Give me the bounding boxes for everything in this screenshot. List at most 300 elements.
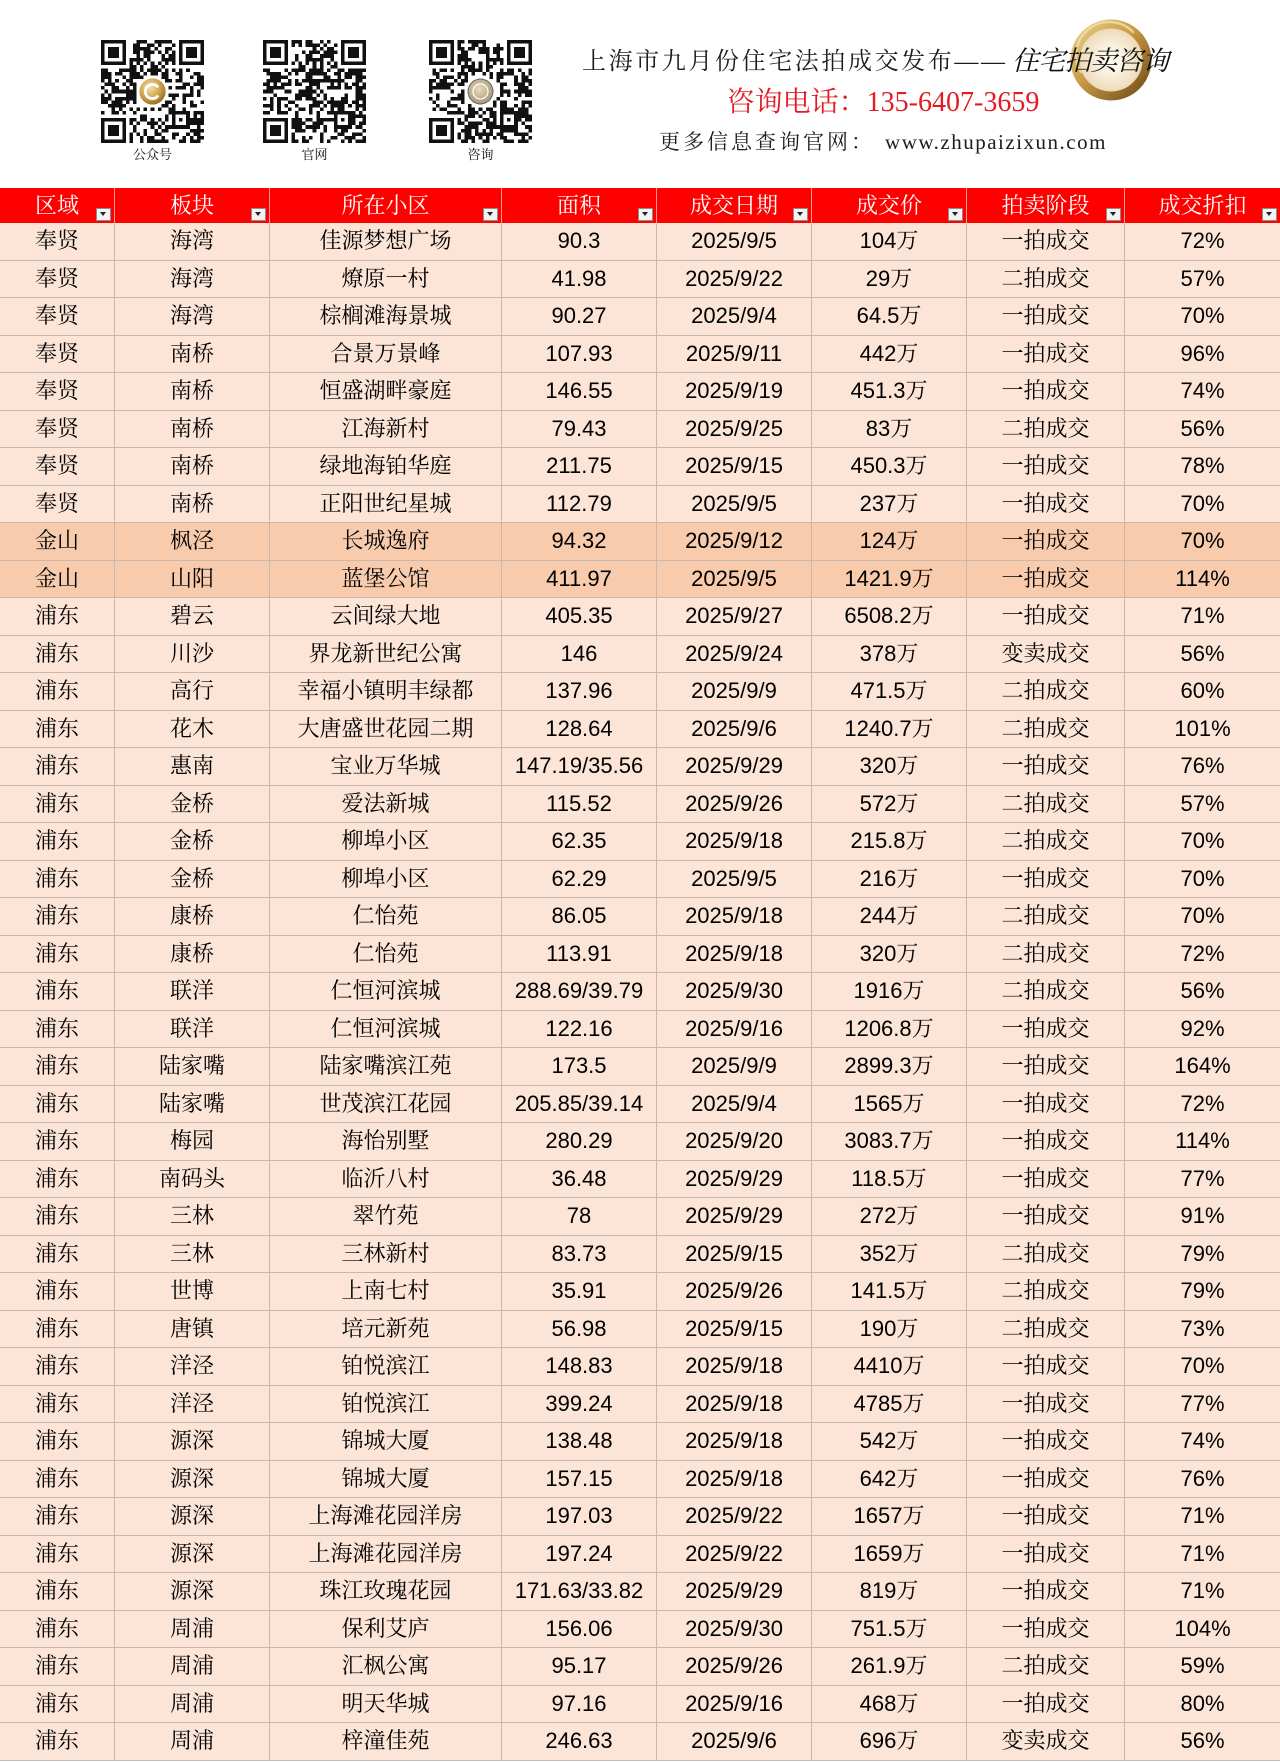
cell-area: 97.16 (502, 1686, 657, 1724)
cell-auction-stage: 一拍成交 (967, 1536, 1125, 1574)
cell-auction-stage: 一拍成交 (967, 1348, 1125, 1386)
qr-code-website (263, 40, 366, 164)
filter-dropdown-button[interactable] (1106, 208, 1121, 221)
cell-price: 1657万 (812, 1498, 967, 1536)
cell-community: 铂悦滨江 (270, 1386, 502, 1424)
cell-district: 浦东 (0, 1123, 115, 1161)
cell-auction-stage: 变卖成交 (967, 1723, 1125, 1761)
cell-date: 2025/9/27 (657, 598, 812, 636)
cell-discount: 70% (1125, 486, 1280, 524)
cell-area: 95.17 (502, 1648, 657, 1686)
cell-sector: 源深 (115, 1423, 270, 1461)
page-header (0, 0, 1280, 188)
cell-area: 122.16 (502, 1011, 657, 1049)
cell-date: 2025/9/11 (657, 336, 812, 374)
emblem-logo-icon (465, 76, 496, 107)
brand-name: 住宅拍卖咨询 (1012, 46, 1168, 77)
cell-discount: 60% (1125, 673, 1280, 711)
website-label: 更多信息查询官网： (659, 130, 876, 154)
cell-price: 6508.2万 (812, 598, 967, 636)
cell-discount: 70% (1125, 861, 1280, 899)
cell-community: 蓝堡公馆 (270, 561, 502, 599)
cell-sector: 陆家嘴 (115, 1086, 270, 1124)
cell-date: 2025/9/15 (657, 1236, 812, 1274)
cell-price: 642万 (812, 1461, 967, 1499)
cell-auction-stage: 二拍成交 (967, 1311, 1125, 1349)
table-row (0, 1423, 1280, 1461)
cell-auction-stage: 二拍成交 (967, 973, 1125, 1011)
header-price (812, 188, 967, 223)
cell-area: 112.79 (502, 486, 657, 524)
cell-discount: 57% (1125, 786, 1280, 824)
cell-area: 211.75 (502, 448, 657, 486)
cell-auction-stage: 一拍成交 (967, 1086, 1125, 1124)
cell-area: 205.85/39.14 (502, 1086, 657, 1124)
cell-area: 107.93 (502, 336, 657, 374)
cell-area: 83.73 (502, 1236, 657, 1274)
cell-district: 浦东 (0, 1686, 115, 1724)
page-title: 上海市九月份住宅法拍成交发布—— (582, 49, 1008, 75)
cell-price: 190万 (812, 1311, 967, 1349)
cell-price: 1916万 (812, 973, 967, 1011)
cell-date: 2025/9/19 (657, 373, 812, 411)
cell-date: 2025/9/25 (657, 411, 812, 449)
cell-area: 147.19/35.56 (502, 748, 657, 786)
table-row (0, 261, 1280, 299)
cell-auction-stage: 二拍成交 (967, 786, 1125, 824)
cell-date: 2025/9/26 (657, 1648, 812, 1686)
cell-sector: 川沙 (115, 636, 270, 674)
cell-price: 1659万 (812, 1536, 967, 1574)
cell-district: 浦东 (0, 823, 115, 861)
cell-area: 113.91 (502, 936, 657, 974)
cell-date: 2025/9/5 (657, 486, 812, 524)
cell-district: 浦东 (0, 1011, 115, 1049)
cell-price: 29万 (812, 261, 967, 299)
cell-auction-stage: 一拍成交 (967, 861, 1125, 899)
cell-price: 1421.9万 (812, 561, 967, 599)
cell-community: 爱法新城 (270, 786, 502, 824)
cell-community: 长城逸府 (270, 523, 502, 561)
cell-discount: 114% (1125, 1123, 1280, 1161)
cell-discount: 70% (1125, 823, 1280, 861)
cell-discount: 72% (1125, 1086, 1280, 1124)
filter-dropdown-button[interactable] (948, 208, 963, 221)
cell-date: 2025/9/29 (657, 1573, 812, 1611)
cell-date: 2025/9/9 (657, 673, 812, 711)
cell-sector: 南桥 (115, 373, 270, 411)
table-row (0, 1573, 1280, 1611)
table-row (0, 373, 1280, 411)
cell-district: 浦东 (0, 1536, 115, 1574)
filter-dropdown-button[interactable] (793, 208, 808, 221)
table-body (0, 223, 1280, 1761)
table-row (0, 973, 1280, 1011)
cell-discount: 70% (1125, 898, 1280, 936)
cell-sector: 周浦 (115, 1723, 270, 1761)
cell-district: 奉贤 (0, 411, 115, 449)
cell-price: 272万 (812, 1198, 967, 1236)
cell-price: 320万 (812, 936, 967, 974)
cell-date: 2025/9/9 (657, 1048, 812, 1086)
cell-area: 246.63 (502, 1723, 657, 1761)
cell-auction-stage: 一拍成交 (967, 598, 1125, 636)
cell-community: 梓潼佳苑 (270, 1723, 502, 1761)
cell-price: 320万 (812, 748, 967, 786)
cell-price: 696万 (812, 1723, 967, 1761)
cell-community: 宝业万华城 (270, 748, 502, 786)
cell-sector: 梅园 (115, 1123, 270, 1161)
cell-community: 翠竹苑 (270, 1198, 502, 1236)
cell-auction-stage: 一拍成交 (967, 523, 1125, 561)
cell-community: 界龙新世纪公寓 (270, 636, 502, 674)
triangle-down-icon (797, 212, 803, 216)
cell-date: 2025/9/12 (657, 523, 812, 561)
cell-area: 171.63/33.82 (502, 1573, 657, 1611)
cell-area: 35.91 (502, 1273, 657, 1311)
table-row (0, 748, 1280, 786)
cell-district: 金山 (0, 561, 115, 599)
table-row (0, 1461, 1280, 1499)
triangle-down-icon (1110, 212, 1116, 216)
cell-area: 90.27 (502, 298, 657, 336)
cell-price: 378万 (812, 636, 967, 674)
cell-auction-stage: 一拍成交 (967, 561, 1125, 599)
cell-community: 临沂八村 (270, 1161, 502, 1199)
cell-sector: 康桥 (115, 898, 270, 936)
table-row (0, 1498, 1280, 1536)
cell-price: 450.3万 (812, 448, 967, 486)
cell-community: 世茂滨江花园 (270, 1086, 502, 1124)
table-row (0, 1123, 1280, 1161)
table-row (0, 1236, 1280, 1274)
cell-auction-stage: 一拍成交 (967, 1123, 1125, 1161)
table-row (0, 786, 1280, 824)
cell-date: 2025/9/18 (657, 1348, 812, 1386)
cell-district: 浦东 (0, 1648, 115, 1686)
cell-district: 奉贤 (0, 298, 115, 336)
cell-district: 浦东 (0, 1086, 115, 1124)
cell-price: 141.5万 (812, 1273, 967, 1311)
cell-district: 浦东 (0, 1236, 115, 1274)
cell-district: 浦东 (0, 861, 115, 899)
cell-date: 2025/9/5 (657, 223, 812, 261)
cell-sector: 源深 (115, 1573, 270, 1611)
cell-auction-stage: 一拍成交 (967, 1498, 1125, 1536)
cell-sector: 源深 (115, 1461, 270, 1499)
auction-results-table (0, 188, 1280, 1761)
cell-auction-stage: 一拍成交 (967, 1611, 1125, 1649)
cell-sector: 世博 (115, 1273, 270, 1311)
cell-area: 399.24 (502, 1386, 657, 1424)
cell-community: 大唐盛世花园二期 (270, 711, 502, 749)
cell-sector: 金桥 (115, 786, 270, 824)
cell-district: 浦东 (0, 973, 115, 1011)
cell-area: 36.48 (502, 1161, 657, 1199)
cell-auction-stage: 二拍成交 (967, 261, 1125, 299)
table-row (0, 1648, 1280, 1686)
filter-dropdown-button[interactable] (251, 208, 266, 221)
cell-price: 1565万 (812, 1086, 967, 1124)
cell-price: 261.9万 (812, 1648, 967, 1686)
cell-price: 237万 (812, 486, 967, 524)
filter-dropdown-button[interactable] (96, 208, 111, 221)
cell-price: 471.5万 (812, 673, 967, 711)
cell-discount: 79% (1125, 1236, 1280, 1274)
cell-area: 62.29 (502, 861, 657, 899)
cell-price: 64.5万 (812, 298, 967, 336)
cell-discount: 71% (1125, 1536, 1280, 1574)
cell-community: 柳埠小区 (270, 823, 502, 861)
table-row (0, 223, 1280, 261)
cell-community: 柳埠小区 (270, 861, 502, 899)
cell-date: 2025/9/6 (657, 711, 812, 749)
cell-community: 仁恒河滨城 (270, 1011, 502, 1049)
cell-discount: 70% (1125, 1348, 1280, 1386)
filter-dropdown-button[interactable] (483, 208, 498, 221)
table-row (0, 898, 1280, 936)
cell-district: 浦东 (0, 1311, 115, 1349)
table-row (0, 298, 1280, 336)
table-row (0, 411, 1280, 449)
triangle-down-icon (255, 212, 261, 216)
cell-price: 2899.3万 (812, 1048, 967, 1086)
cell-area: 78 (502, 1198, 657, 1236)
cell-date: 2025/9/5 (657, 861, 812, 899)
cell-price: 104万 (812, 223, 967, 261)
cell-sector: 惠南 (115, 748, 270, 786)
cell-sector: 三林 (115, 1198, 270, 1236)
table-row (0, 1161, 1280, 1199)
cell-area: 288.69/39.79 (502, 973, 657, 1011)
cell-district: 浦东 (0, 1386, 115, 1424)
cell-date: 2025/9/22 (657, 1536, 812, 1574)
cell-area: 146.55 (502, 373, 657, 411)
cell-sector: 碧云 (115, 598, 270, 636)
cell-auction-stage: 二拍成交 (967, 711, 1125, 749)
cell-auction-stage: 二拍成交 (967, 411, 1125, 449)
cell-community: 佳源梦想广场 (270, 223, 502, 261)
cell-date: 2025/9/16 (657, 1686, 812, 1724)
cell-area: 86.05 (502, 898, 657, 936)
cell-sector: 海湾 (115, 298, 270, 336)
cell-price: 451.3万 (812, 373, 967, 411)
header-label-community: 所在小区 (341, 193, 430, 218)
cell-sector: 康桥 (115, 936, 270, 974)
cell-district: 浦东 (0, 1611, 115, 1649)
cell-community: 汇枫公寓 (270, 1648, 502, 1686)
qr-label-consult: 咨询 (467, 148, 494, 163)
cell-discount: 164% (1125, 1048, 1280, 1086)
cell-price: 83万 (812, 411, 967, 449)
cell-auction-stage: 一拍成交 (967, 1198, 1125, 1236)
qr-code-icon (263, 40, 366, 143)
cell-community: 海怡别墅 (270, 1123, 502, 1161)
cell-sector: 海湾 (115, 261, 270, 299)
cell-district: 浦东 (0, 673, 115, 711)
cell-community: 绿地海铂华庭 (270, 448, 502, 486)
table-row (0, 673, 1280, 711)
cell-date: 2025/9/16 (657, 1011, 812, 1049)
cell-community: 锦城大厦 (270, 1461, 502, 1499)
cell-district: 浦东 (0, 598, 115, 636)
cell-discount: 78% (1125, 448, 1280, 486)
cell-auction-stage: 二拍成交 (967, 898, 1125, 936)
cell-district: 奉贤 (0, 373, 115, 411)
cell-discount: 101% (1125, 711, 1280, 749)
table-row (0, 1611, 1280, 1649)
cell-sector: 洋泾 (115, 1348, 270, 1386)
header-discount (1125, 188, 1280, 223)
triangle-down-icon (952, 212, 958, 216)
cell-community: 三林新村 (270, 1236, 502, 1274)
cell-auction-stage: 一拍成交 (967, 373, 1125, 411)
cell-area: 405.35 (502, 598, 657, 636)
cell-sector: 周浦 (115, 1611, 270, 1649)
table-row (0, 448, 1280, 486)
table-row (0, 1723, 1280, 1761)
triangle-down-icon (100, 212, 106, 216)
cell-discount: 77% (1125, 1386, 1280, 1424)
cell-auction-stage: 二拍成交 (967, 936, 1125, 974)
table-row (0, 1536, 1280, 1574)
cell-sector: 周浦 (115, 1686, 270, 1724)
cell-community: 铂悦滨江 (270, 1348, 502, 1386)
c-logo-icon (137, 76, 168, 107)
cell-sector: 南码头 (115, 1161, 270, 1199)
cell-area: 197.24 (502, 1536, 657, 1574)
table-row (0, 636, 1280, 674)
cell-discount: 56% (1125, 636, 1280, 674)
table-row (0, 1386, 1280, 1424)
cell-area: 94.32 (502, 523, 657, 561)
cell-price: 542万 (812, 1423, 967, 1461)
cell-area: 62.35 (502, 823, 657, 861)
cell-discount: 72% (1125, 936, 1280, 974)
cell-district: 奉贤 (0, 486, 115, 524)
table-row (0, 598, 1280, 636)
cell-auction-stage: 二拍成交 (967, 1273, 1125, 1311)
cell-community: 上海滩花园洋房 (270, 1498, 502, 1536)
cell-date: 2025/9/18 (657, 1386, 812, 1424)
cell-discount: 71% (1125, 598, 1280, 636)
cell-community: 保利艾庐 (270, 1611, 502, 1649)
cell-date: 2025/9/18 (657, 898, 812, 936)
cell-sector: 山阳 (115, 561, 270, 599)
cell-auction-stage: 一拍成交 (967, 1011, 1125, 1049)
cell-sector: 源深 (115, 1536, 270, 1574)
cell-discount: 80% (1125, 1686, 1280, 1724)
cell-community: 正阳世纪星城 (270, 486, 502, 524)
cell-community: 江海新村 (270, 411, 502, 449)
table-row (0, 1311, 1280, 1349)
cell-sector: 南桥 (115, 486, 270, 524)
header-area (502, 188, 657, 223)
cell-auction-stage: 一拍成交 (967, 1573, 1125, 1611)
cell-auction-stage: 二拍成交 (967, 1236, 1125, 1274)
cell-district: 浦东 (0, 1498, 115, 1536)
cell-district: 浦东 (0, 636, 115, 674)
cell-discount: 74% (1125, 1423, 1280, 1461)
qr-code-consult (429, 40, 532, 164)
cell-auction-stage: 一拍成交 (967, 223, 1125, 261)
triangle-down-icon (487, 212, 493, 216)
qr-label-official-account: 公众号 (132, 148, 172, 163)
cell-auction-stage: 一拍成交 (967, 486, 1125, 524)
cell-sector: 洋泾 (115, 1386, 270, 1424)
cell-auction-stage: 一拍成交 (967, 748, 1125, 786)
cell-price: 216万 (812, 861, 967, 899)
qr-code-icon (101, 40, 204, 143)
cell-area: 411.97 (502, 561, 657, 599)
cell-community: 上海滩花园洋房 (270, 1536, 502, 1574)
cell-district: 金山 (0, 523, 115, 561)
cell-auction-stage: 一拍成交 (967, 1386, 1125, 1424)
filter-dropdown-button[interactable] (638, 208, 653, 221)
header-community (270, 188, 502, 223)
cell-community: 锦城大厦 (270, 1423, 502, 1461)
cell-auction-stage: 一拍成交 (967, 1461, 1125, 1499)
cell-district: 浦东 (0, 1198, 115, 1236)
cell-auction-stage: 一拍成交 (967, 336, 1125, 374)
phone-number: 咨询电话：135-6407-3659 (726, 87, 1040, 118)
cell-discount: 74% (1125, 373, 1280, 411)
cell-price: 819万 (812, 1573, 967, 1611)
cell-discount: 56% (1125, 973, 1280, 1011)
cell-auction-stage: 变卖成交 (967, 636, 1125, 674)
cell-auction-stage: 一拍成交 (967, 448, 1125, 486)
cell-community: 云间绿大地 (270, 598, 502, 636)
contact-info (582, 84, 1184, 162)
cell-area: 173.5 (502, 1048, 657, 1086)
header-sector (115, 188, 270, 223)
cell-area: 115.52 (502, 786, 657, 824)
cell-sector: 金桥 (115, 861, 270, 899)
qr-code-icon (429, 40, 532, 143)
cell-discount: 77% (1125, 1161, 1280, 1199)
cell-area: 146 (502, 636, 657, 674)
header-label-district: 区域 (34, 193, 79, 218)
cell-date: 2025/9/30 (657, 1611, 812, 1649)
cell-district: 浦东 (0, 1161, 115, 1199)
cell-area: 148.83 (502, 1348, 657, 1386)
cell-date: 2025/9/4 (657, 298, 812, 336)
table-row (0, 1086, 1280, 1124)
cell-sector: 唐镇 (115, 1311, 270, 1349)
header-label-price: 成交价 (855, 193, 922, 218)
cell-district: 浦东 (0, 936, 115, 974)
table-row (0, 823, 1280, 861)
table-row (0, 1273, 1280, 1311)
cell-community: 燎原一村 (270, 261, 502, 299)
cell-date: 2025/9/29 (657, 748, 812, 786)
header-label-area: 面积 (556, 193, 601, 218)
cell-area: 41.98 (502, 261, 657, 299)
cell-date: 2025/9/18 (657, 936, 812, 974)
cell-discount: 114% (1125, 561, 1280, 599)
table-row (0, 711, 1280, 749)
cell-district: 奉贤 (0, 336, 115, 374)
cell-district: 浦东 (0, 1048, 115, 1086)
cell-sector: 高行 (115, 673, 270, 711)
cell-discount: 59% (1125, 1648, 1280, 1686)
triangle-down-icon (1266, 212, 1272, 216)
cell-community: 合景万景峰 (270, 336, 502, 374)
cell-date: 2025/9/15 (657, 1311, 812, 1349)
cell-date: 2025/9/26 (657, 1273, 812, 1311)
cell-discount: 76% (1125, 1461, 1280, 1499)
filter-dropdown-button[interactable] (1262, 208, 1277, 221)
